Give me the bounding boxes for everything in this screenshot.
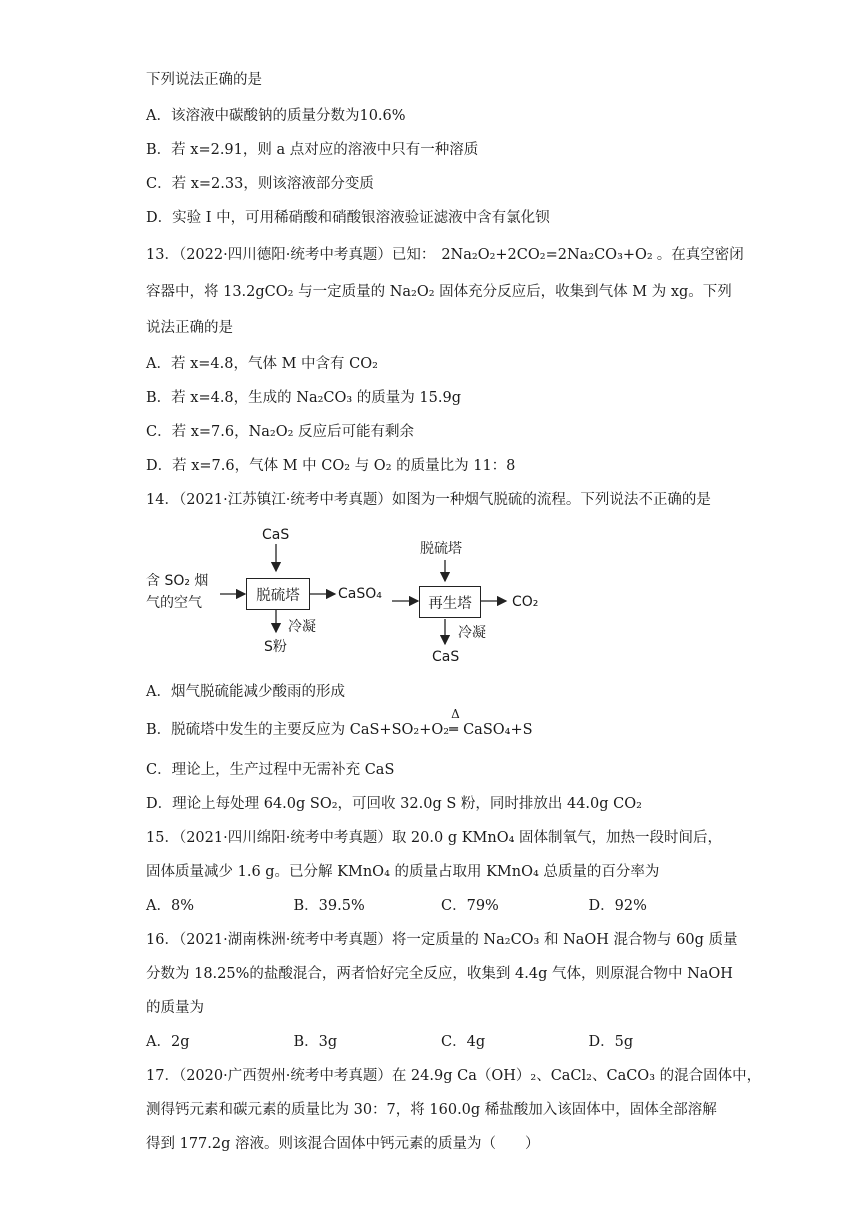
q17-line3: 得到 177.2g 溶液。则该混合固体中钙元素的质量为（ ）	[146, 1136, 540, 1152]
q16-line3: 的质量为	[146, 1000, 204, 1016]
label-co2: CO₂	[512, 594, 539, 610]
q16-option-c: C．4g	[441, 1034, 486, 1050]
q12-option-c: C．若 x=2.33，则该溶液部分变质	[146, 176, 374, 192]
q13-intro-line	[146, 245, 744, 265]
q12-stem: 下列说法正确的是	[146, 72, 262, 88]
q14-stem: 14．（2021·江苏镇江·统考中考真题）如图为一种烟气脱硫的流程。下列说法不正确的是	[146, 492, 711, 508]
label-input-line2: 气的空气	[146, 595, 202, 611]
regenerator-box: 再生塔	[419, 586, 481, 618]
q12-option-d: D．实验 I 中，可用稀硝酸和硝酸银溶液验证滤液中含有氯化钡	[146, 210, 550, 226]
q17-line1: 17．（2020·广西贺州·统考中考真题）在 24.9g Ca（OH）₂、CaCl₂、CaCO₃ 的混合固体中，	[146, 1068, 762, 1084]
q14-option-b-post: CaSO₄+S	[463, 722, 533, 738]
q16-option-d: D．5g	[588, 1034, 634, 1050]
q15-options	[146, 896, 736, 916]
label-condense-2: 冷凝	[458, 625, 486, 641]
label-s-powder: S粉	[264, 639, 287, 655]
flue-gas-flow-diagram	[140, 522, 550, 672]
q15-option-a: A．8%	[146, 898, 194, 914]
q16-option-b: B．3g	[293, 1034, 338, 1050]
q16-options	[146, 1032, 736, 1052]
q13-option-a: A．若 x=4.8，气体 M 中含有 CO₂	[146, 356, 378, 372]
q15-option-c: C．79%	[441, 898, 499, 914]
desulfurizer-box: 脱硫塔	[246, 578, 310, 610]
q15-line2: 固体质量减少 1.6 g。已分解 KMnO₄ 的质量占取用 KMnO₄ 总质量的百分率为	[146, 864, 660, 880]
label-input-line1: 含 SO₂ 烟	[146, 573, 209, 589]
q14-option-b-pre: B．脱硫塔中发生的主要反应为 CaS+SO₂+O₂	[146, 722, 450, 738]
q13-option-b: B．若 x=4.8，生成的 Na₂CO₃ 的质量为 15.9g	[146, 390, 461, 406]
q15-option-b: B．39.5%	[293, 898, 365, 914]
label-caso4: CaSO₄	[338, 586, 382, 602]
q13-line3: 说法正确的是	[146, 320, 233, 336]
q12-option-b: B．若 x=2.91，则 a 点对应的溶液中只有一种溶质	[146, 142, 479, 158]
q13-equation: 2Na₂O₂+2CO₂=2Na₂CO₃+O₂	[441, 247, 653, 263]
q14-option-c: C．理论上，生产过程中无需补充 CaS	[146, 762, 395, 778]
label-cas-bottom: CaS	[432, 649, 460, 665]
q13-intro-tail: 。在真空密闭	[656, 247, 744, 263]
q13-intro: 13．（2022·四川德阳·统考中考真题）已知：	[146, 247, 436, 263]
heat-delta: Δ	[451, 707, 460, 721]
q14-option-a: A．烟气脱硫能减少酸雨的形成	[146, 684, 345, 700]
q16-line2: 分数为 18.25%的盐酸混合，两者恰好完全反应，收集到 4.4g 气体，则原混合物中 NaOH	[146, 966, 733, 982]
q16-option-a: A．2g	[146, 1034, 190, 1050]
q13-option-c: C．若 x=7.6，Na₂O₂ 反应后可能有剩余	[146, 424, 415, 440]
label-cas-top: CaS	[262, 527, 290, 543]
heat-equals-sign: Δ ═	[449, 707, 460, 738]
q14-option-d: D．理论上每处理 64.0g SO₂，可回收 32.0g S 粉，同时排放出 44.0g CO₂	[146, 796, 642, 812]
label-condense-1: 冷凝	[288, 619, 316, 635]
q15-option-d: D．92%	[588, 898, 647, 914]
label-desulfurizer-top: 脱硫塔	[420, 541, 462, 557]
q12-option-a: A．该溶液中碳酸钠的质量分数为10.6%	[146, 108, 406, 124]
q13-line2: 容器中，将 13.2gCO₂ 与一定质量的 Na₂O₂ 固体充分反应后，收集到气体 M 为 xg。下列	[146, 284, 732, 300]
q13-option-d: D．若 x=7.6，气体 M 中 CO₂ 与 O₂ 的质量比为 11：8	[146, 458, 516, 474]
q17-line2: 测得钙元素和碳元素的质量比为 30：7，将 160.0g 稀盐酸加入该固体中，固体全部溶解	[146, 1102, 717, 1118]
q14-option-b-line	[146, 707, 533, 740]
q15-line1: 15．（2021·四川绵阳·统考中考真题）取 20.0 g KMnO₄ 固体制氧气，加热一段时间后，	[146, 830, 723, 846]
q16-line1: 16．（2021·湖南株洲·统考中考真题）将一定质量的 Na₂CO₃ 和 NaOH 混合物与 60g 质量	[146, 932, 738, 948]
